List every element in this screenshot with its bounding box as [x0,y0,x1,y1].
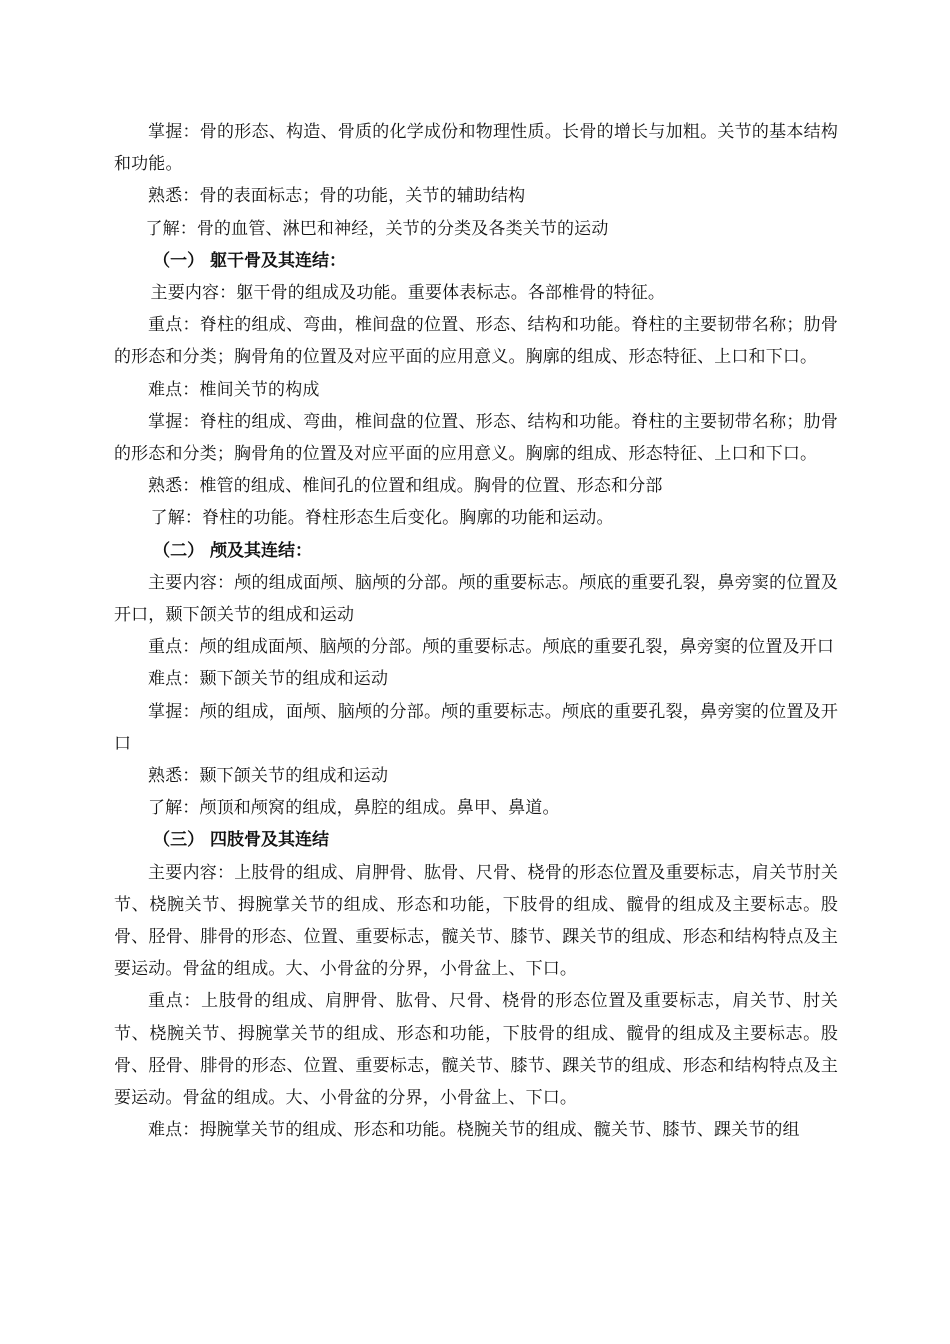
section-heading-limbs: （三） 四肢骨及其连结 [153,830,330,851]
paragraph-trunk-familiar: 熟悉：椎管的组成、椎间孔的位置和组成。胸骨的位置、形态和分部 [148,476,663,497]
paragraph-trunk-understand: 了解：脊柱的功能。脊柱形态生后变化。胸廓的功能和运动。 [150,508,614,529]
paragraph-skull-main-content: 主要内容：颅的组成面颅、脑颅的分部。颅的重要标志。颅底的重要孔裂，鼻旁窦的位置及开口，颞下颌关节的组成和运动 [114,572,838,626]
paragraph-trunk-key-points: 重点：脊柱的组成、弯曲，椎间盘的位置、形态、结构和功能。脊柱的主要韧带名称；肋骨的形态和分类；胸骨角的位置及对应平面的应用意义。胸廓的组成、形态特征、上口和下口。 [114,315,838,368]
paragraph-trunk-master: 掌握：脊柱的组成、弯曲，椎间盘的位置、形态、结构和功能。脊柱的主要韧带名称；肋骨的形态和分类；胸骨角的位置及对应平面的应用意义。胸廓的组成、形态特征、上口和下口。 [114,411,838,465]
paragraph-master-bones: 掌握：骨的形态、构造、骨质的化学成份和物理性质。长骨的增长与加粗。关节的基本结构和功能。 [114,122,838,175]
paragraph-limbs-main-content: 主要内容：上肢骨的组成、肩胛骨、肱骨、尺骨、桡骨的形态位置及重要标志，肩关节肘关节、桡腕关节、拇腕掌关节的组成、形态和功能，下肢骨的组成、髋骨的组成及主要标志。股骨、胫骨、腓骨的形态、位置、重要标志，髋关节、膝节、踝关节的组成、形态和结构特点及主要运动。骨盆的组成。大、小骨盆的分界，小骨盆上、下口。 [114,862,838,980]
document-page [114,116,838,1147]
paragraph-trunk-main-content: 主要内容：躯干骨的组成及功能。重要体表标志。各部椎骨的特征。 [150,283,666,304]
paragraph-understand-bones: 了解：骨的血管、淋巴和神经，关节的分类及各类关节的运动 [145,218,609,239]
section-heading-trunk: （一） 躯干骨及其连结： [153,250,347,271]
paragraph-skull-familiar: 熟悉：颞下颌关节的组成和运动 [148,766,389,787]
paragraph-skull-key-points: 重点：颅的组成面颅、脑颅的分部。颅的重要标志。颅底的重要孔裂，鼻旁窦的位置及开口 [148,637,834,658]
paragraph-skull-difficulty: 难点：颞下颌关节的组成和运动 [148,669,389,690]
paragraph-limbs-key-points: 重点：上肢骨的组成、肩胛骨、肱骨、尺骨、桡骨的形态位置及重要标志，肩关节、肘关节、桡腕关节、拇腕掌关节的组成、形态和功能，下肢骨的组成、髋骨的组成及主要标志。股骨、胫骨、腓骨的形态、位置、重要标志，髋关节、膝节、踝关节的组成、形态和结构特点及主要运动。骨盆的组成。大、小骨盆的分界，小骨盆上、下口。 [114,991,838,1109]
paragraph-trunk-difficulty: 难点：椎间关节的构成 [148,379,320,400]
paragraph-skull-understand: 了解：颅顶和颅窝的组成，鼻腔的组成。鼻甲、鼻道。 [148,798,560,819]
paragraph-skull-master: 掌握：颅的组成，面颅、脑颅的分部。颅的重要标志。颅底的重要孔裂，鼻旁窦的位置及开口 [114,701,838,754]
paragraph-limbs-difficulty: 难点：拇腕掌关节的组成、形态和功能。桡腕关节的组成、髋关节、膝节、踝关节的组 [148,1120,800,1141]
section-heading-skull: （二） 颅及其连结： [153,540,313,561]
paragraph-familiar-bones: 熟悉：骨的表面标志；骨的功能，关节的辅助结构 [148,186,526,207]
